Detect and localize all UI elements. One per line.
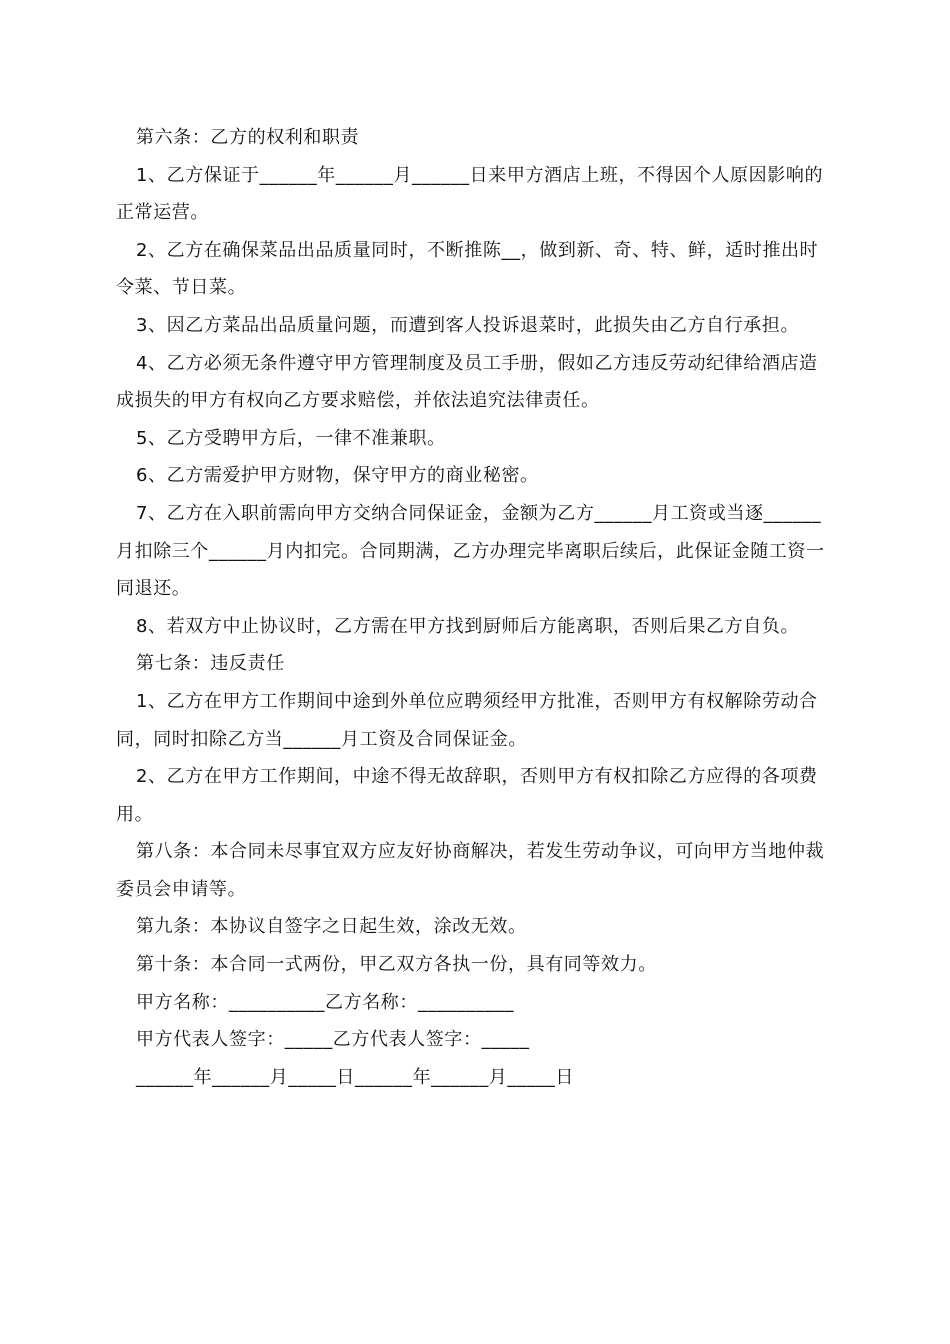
date-line: ______年______月_____日______年______月_____日 (136, 1066, 574, 1088)
article-9: 第九条：本协议自签字之日起生效，涂改无效。 (136, 916, 527, 938)
article-7-clause-2: 2、乙方在甲方工作期间，中途不得无故辞职，否则甲方有权扣除乙方应得的各项费用。 (116, 766, 818, 825)
article-6-clause-1: 1、乙方保证于______年______月______日来甲方酒店上班，不得因个人原因影响的正常运营。 (116, 164, 824, 224)
article-6-clause-8: 8、若双方中止协议时，乙方需在甲方找到厨师后方能离职，否则后果乙方自负。 (136, 615, 800, 637)
article-6-clause-3: 3、因乙方菜品出品质量问题，而遭到客人投诉退菜时，此损失由乙方自行承担。 (136, 314, 800, 336)
article-7-clause-1: 1、乙方在甲方工作期间中途到外单位应聘须经甲方批准，否则甲方有权解除劳动合同，同时扣除乙方当______月工资及合同保证金。 (116, 690, 818, 750)
article-6-clause-2: 2、乙方在确保菜品出品质量同时，不断推陈__，做到新、奇、特、鲜，适时推出时令菜、节日菜。 (116, 239, 819, 299)
article-7-heading: 第七条：违反责任 (136, 653, 285, 675)
party-names-line: 甲方名称：__________乙方名称：__________ (136, 991, 514, 1013)
article-6-clause-4: 4、乙方必须无条件遵守甲方管理制度及员工手册，假如乙方违反劳动纪律给酒店造成损失的甲方有权向乙方要求赔偿，并依法追究法律责任。 (116, 352, 818, 412)
article-6-heading: 第六条：乙方的权利和职责 (136, 127, 360, 148)
signature-line: 甲方代表人签字：_____乙方代表人签字：_____ (136, 1029, 530, 1051)
contract-body (116, 119, 836, 1096)
article-10: 第十条：本合同一式两份，甲乙双方各执一份，具有同等效力。 (136, 954, 657, 976)
article-6-clause-6: 6、乙方需爱护甲方财物，保守甲方的商业秘密。 (136, 465, 539, 487)
article-8: 第八条：本合同未尽事宜双方应友好协商解决，若发生劳动争议，可向甲方当地仲裁委员会申请等。 (116, 841, 825, 900)
article-6-clause-7: 7、乙方在入职前需向甲方交纳合同保证金，金额为乙方______月工资或当逐______月扣除三个______月内扣完。合同期满，乙方办理完毕离职后续后，此保证金随工资一同退还。 (116, 502, 825, 600)
article-6-clause-5: 5、乙方受聘甲方后，一律不准兼职。 (136, 427, 446, 449)
